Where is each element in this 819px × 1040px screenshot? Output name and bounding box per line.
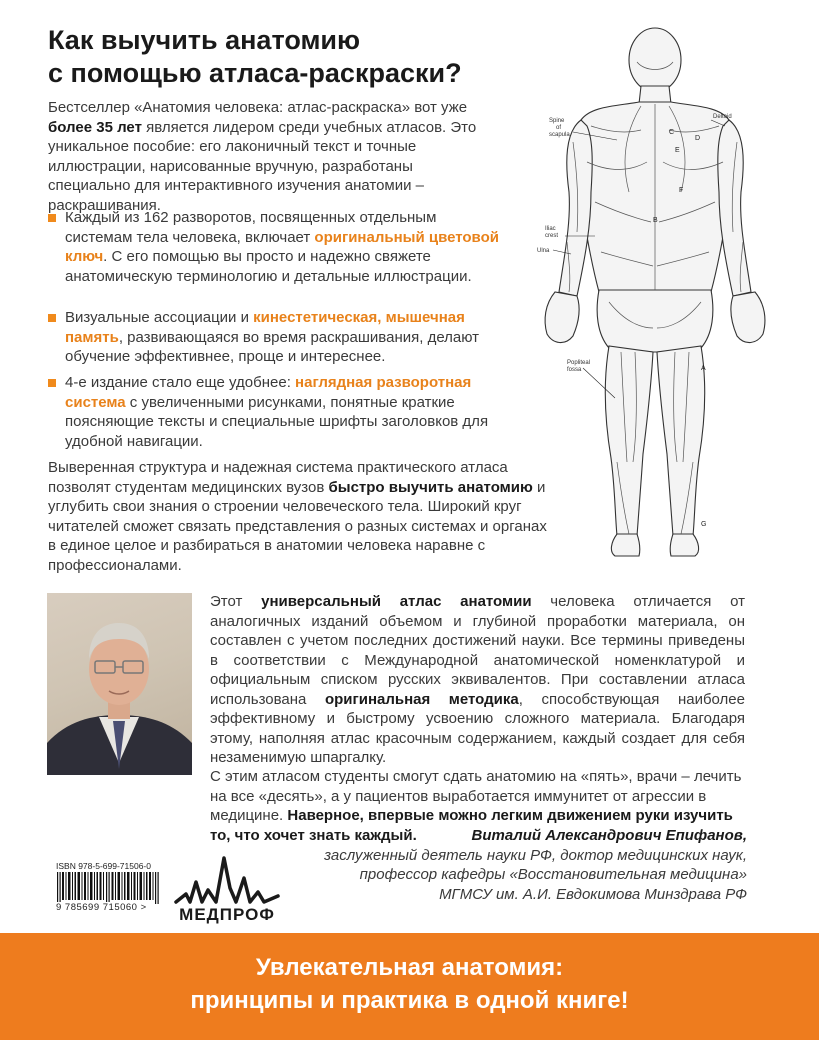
author-credential: заслуженный деятель науки РФ, доктор медицинских наук, bbox=[324, 846, 747, 864]
structure-emphasis: быстро выучить анатомию bbox=[328, 478, 533, 496]
isbn-label: ISBN 978-5-699-71506-0 bbox=[56, 861, 151, 871]
author-photo bbox=[47, 593, 192, 775]
intro-emphasis: более 35 лет bbox=[48, 118, 142, 136]
structure-paragraph: Выверенная структура и надежная система практического атласа позволят студентам медицинских вузов быстро выучить анатомию и углубить свои знания о строении человеческого тела. Широкий круг читателей сможет связать представления о разных системах и органах в единое целое и разбираться в анатомии человека наравне с профессионалами. bbox=[48, 459, 547, 574]
description-paragraph: Этот универсальный атлас анатомии человека отличается от аналогичных изданий объемом и глубиной проработки материала, он составлен с учетом последних достижений науки. Все термины приведены в соответствии с Международной анатомической номенклатурой и официальным списком русских эквивалентов. При составлении атласа использована оригинальная методика, способствующая наиболее эффективному и быстрому усвоению сложного материала. Благодаря этому, наполняя атлас красочным содержанием, каждый создает для себя незаменимую шпаргалку. bbox=[210, 593, 745, 766]
page-title: Как выучить анатомию с помощью атласа-раскраски? bbox=[48, 25, 462, 88]
label-iliac-crest: Iliac bbox=[545, 226, 556, 232]
bullet-highlight: кинестетическая, мышечная память bbox=[65, 309, 465, 346]
banner-line: Увлекательная анатомия: bbox=[255, 954, 564, 981]
label-spine-scapula: scapula bbox=[549, 132, 570, 138]
label-letter: B bbox=[653, 217, 658, 224]
label-popliteal-fossa: Popliteal bbox=[567, 360, 591, 366]
description-emphasis: универсальный атлас анатомии bbox=[261, 593, 532, 610]
author-portrait-image bbox=[47, 593, 192, 775]
label-spine-scapula: of bbox=[556, 125, 562, 131]
bullet-item: 4-е издание стало еще удобнее: наглядная разворотная система с увеличенными рисунками, понятные краткие поясняющие тексты и специальные шрифты заголовков для удобной навигации. bbox=[48, 373, 505, 451]
bullet-square-icon bbox=[48, 214, 56, 222]
author-credential: профессор кафедры «Восстановительная медицина» bbox=[359, 866, 747, 883]
bullet-square-icon bbox=[48, 379, 56, 387]
bullet-highlight: оригинальный цветовой ключ bbox=[65, 228, 499, 265]
bullet-highlight: наглядная разворотная система bbox=[65, 374, 472, 411]
intro-paragraph: Бестселлер «Анатомия человека: атлас-раскраска» вот уже более 35 лет является лидером среди учебных атласов. Это уникальное пособие: его лаконичный текст и точные иллюстрации, нарисованные вручную, разработаны специально для интерактивного изучения анатомии – раскрашивания. bbox=[48, 99, 477, 214]
label-spine-scapula: Spine bbox=[549, 118, 565, 124]
label-letter: F bbox=[679, 187, 684, 194]
closing-emphasis: Наверное, впервые можно легким движением руки изучить то, что хочет знать каждый. bbox=[210, 807, 733, 844]
bullet-square-icon bbox=[48, 314, 56, 322]
label-popliteal-fossa: fossa bbox=[567, 367, 582, 373]
label-letter: A bbox=[701, 365, 706, 372]
promo-banner bbox=[0, 933, 819, 1040]
label-letter: G bbox=[701, 521, 707, 528]
anatomy-illustration bbox=[525, 22, 790, 562]
isbn-digits: 9 785699 715060 > bbox=[56, 902, 147, 913]
label-ulna: Ulna bbox=[537, 248, 550, 254]
publisher-name: МЕДПРОФ bbox=[179, 905, 275, 924]
author-signature bbox=[227, 826, 747, 904]
author-name: Виталий Александрович Епифанов, bbox=[471, 827, 747, 844]
label-iliac-crest: crest bbox=[545, 233, 559, 239]
label-letter: D bbox=[695, 135, 701, 142]
label-deltoid: Deltoid bbox=[713, 114, 732, 120]
label-letter: E bbox=[675, 147, 680, 154]
closing-paragraph: С этим атласом студенты смогут сдать анатомию на «пять», врачи – лечить на все «десять», а у пациентов выработается иммунитет от агрессии в медицине. Наверное, впервые можно легким движением руки изучить то, что хочет знать каждый. bbox=[210, 768, 742, 844]
author-credential: МГМСУ им. А.И. Евдокимова Минздрава РФ bbox=[439, 885, 747, 903]
label-letter: C bbox=[669, 129, 675, 136]
bullet-item: Каждый из 162 разворотов, посвященных отдельным системам тела человека, включает оригинальный цветовой ключ. С его помощью вы просто и надежно свяжете анатомическую терминологию и детальные иллюстрации. bbox=[48, 208, 505, 286]
banner-line: принципы и практика в одной книге! bbox=[190, 987, 629, 1014]
bullet-item: Визуальные ассоциации и кинестетическая, мышечная память, развивающаяся во время раскрашивания, делают обучение эффективнее, проще и интереснее. bbox=[48, 308, 505, 367]
description-emphasis: оригинальная методика bbox=[324, 690, 519, 708]
